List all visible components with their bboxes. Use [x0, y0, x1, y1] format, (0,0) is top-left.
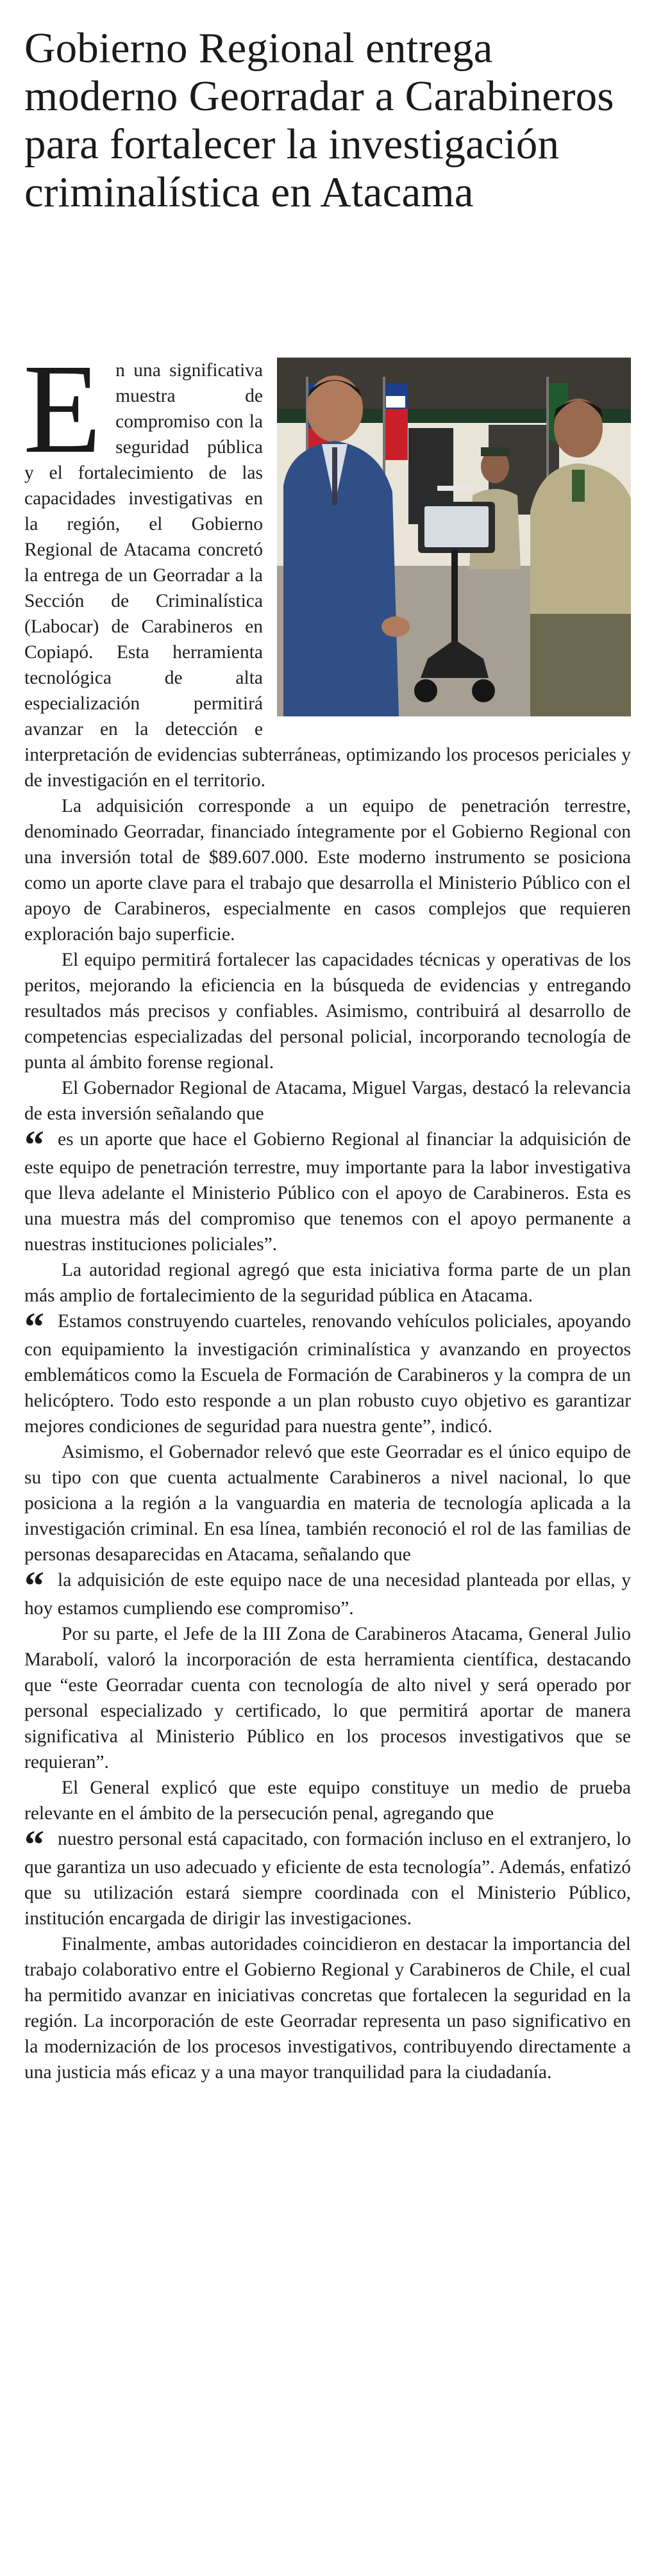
paragraph-text: n una significativa muestra de compromiso con la seguridad pública y el fortalecimiento de las capacidades investigativas en la región, el Gobierno Regional de Atacama concretó la entrega de un Georradar a la Sección de Criminalística (Labocar) de Carabineros en Copiapó. Esta herramienta tecnológica de alta especialización permitirá avanzar en la detección e interpretación de evidencias subterráneas, optimizando los procesos periciales y de investigación en el territorio. [24, 360, 631, 791]
article-paragraph: El General explicó que este equipo constituye un medio de prueba relevante en el ámbito de la persecución penal, agregando que [24, 1778, 631, 1824]
drop-cap: E [23, 338, 102, 480]
quote-mark-icon: “ [24, 1564, 44, 1608]
quote-mark-icon: “ [24, 1305, 44, 1349]
article-paragraph: Asimismo, el Gobernador relevó que este Georradar es el único equipo de su tipo con que cuenta actualmente Carabineros a nivel nacional, lo que posiciona a la región a la vanguardia en materia de tecnología aplicada a la investigación criminal. En esa línea, también reconoció el rol de las familias de personas desaparecidas en Atacama, señalando que [24, 1442, 631, 1565]
quote-paragraph [24, 1123, 631, 1257]
quote-mark-icon: “ [24, 1123, 44, 1167]
quote-text: es un aporte que hace el Gobierno Regional al financiar la adquisición de este equipo de penetración terrestre, muy importante para la labor investigativa que lleva adelante el Ministerio Público con el apoyo de Carabineros. Esta es una muestra más del compromiso que tenemos con el apoyo permanente a nuestras instituciones policiales”. [24, 1129, 631, 1255]
article-body [23, 338, 631, 2085]
article-paragraph: El Gobernador Regional de Atacama, Miguel Vargas, destacó la relevancia de esta inversión señalando que [24, 1078, 631, 1124]
article-paragraph: La autoridad regional agregó que esta iniciativa forma parte de un plan más amplio de fortalecimiento de la seguridad pública en Atacama. [24, 1260, 631, 1306]
quote-paragraph [24, 1564, 631, 1621]
quote-text: la adquisición de este equipo nace de una necesidad planteada por ellas, y hoy estamos cumpliendo ese compromiso”. [24, 1570, 631, 1619]
quote-paragraph [24, 1823, 631, 1931]
press-photo-image [277, 358, 631, 716]
quote-text: Estamos construyendo cuarteles, renovando vehículos policiales, apoyando con equipamiento la investigación criminalística y avanzando en proyectos emblemáticos como la Escuela de Formación de Carabineros y la compra de un helicóptero. Todo esto responde a un plan robusto cuyo objetivo es garantizar mejores condiciones de seguridad para nuestra gente”, indicó. [24, 1311, 631, 1437]
article-paragraph: El equipo permitirá fortalecer las capacidades técnicas y operativas de los peritos, mejorando la eficiencia en la búsqueda de evidencias y entregando resultados más precisos y confiables. Asimismo, contribuirá al desarrollo de competencias especializadas del personal policial, incorporando tecnología de punta al ámbito forense regional. [24, 950, 631, 1073]
article-paragraph: La adquisición corresponde a un equipo de penetración terrestre, denominado Georradar, financiado íntegramente por el Gobierno Regional con una inversión total de $89.607.000. Este moderno instrumento se posiciona como un aporte clave para el trabajo que desarrolla el Ministerio Público con el apoyo de Carabineros, especialmente en casos complejos que requieren exploración bajo superficie. [24, 796, 631, 945]
quote-paragraph [24, 1305, 631, 1439]
article-paragraph: Finalmente, ambas autoridades coincidieron en destacar la importancia del trabajo colaborativo entre el Gobierno Regional y Carabineros de Chile, el cual ha permitido avanzar en iniciativas concretas que fortalecen la seguridad en la región. La incorporación de este Georradar representa un paso significativo en la modernización de los procesos investigativos, contribuyendo directamente a una justicia más eficaz y a una mayor tranquilidad para la ciudadanía. [24, 1934, 631, 2083]
article-headline: Gobierno Regional entrega moderno Georradar a Carabineros para fortalecer la investigación criminalística en Atacama [24, 24, 614, 216]
article-paragraph: Por su parte, el Jefe de la III Zona de Carabineros Atacama, General Julio Marabolí, valoró la incorporación de esta herramienta científica, destacando que “este Georradar cuenta con tecnología de alto nivel y será operado por personal especializado y certificado, lo que permitirá aportar de manera significativa al Ministerio Público en los procesos investigativos que se requieran”. [24, 1624, 631, 1772]
photo-illustration [277, 358, 631, 716]
quote-text: nuestro personal está capacitado, con formación incluso en el extranjero, lo que garantiza un uso adecuado y eficiente de esta tecnología”. Además, enfatizó que su utilización estará siempre coordinada con el Ministerio Público, institución encargada de dirigir las investigaciones. [24, 1829, 631, 1929]
quote-mark-icon: “ [24, 1823, 44, 1867]
